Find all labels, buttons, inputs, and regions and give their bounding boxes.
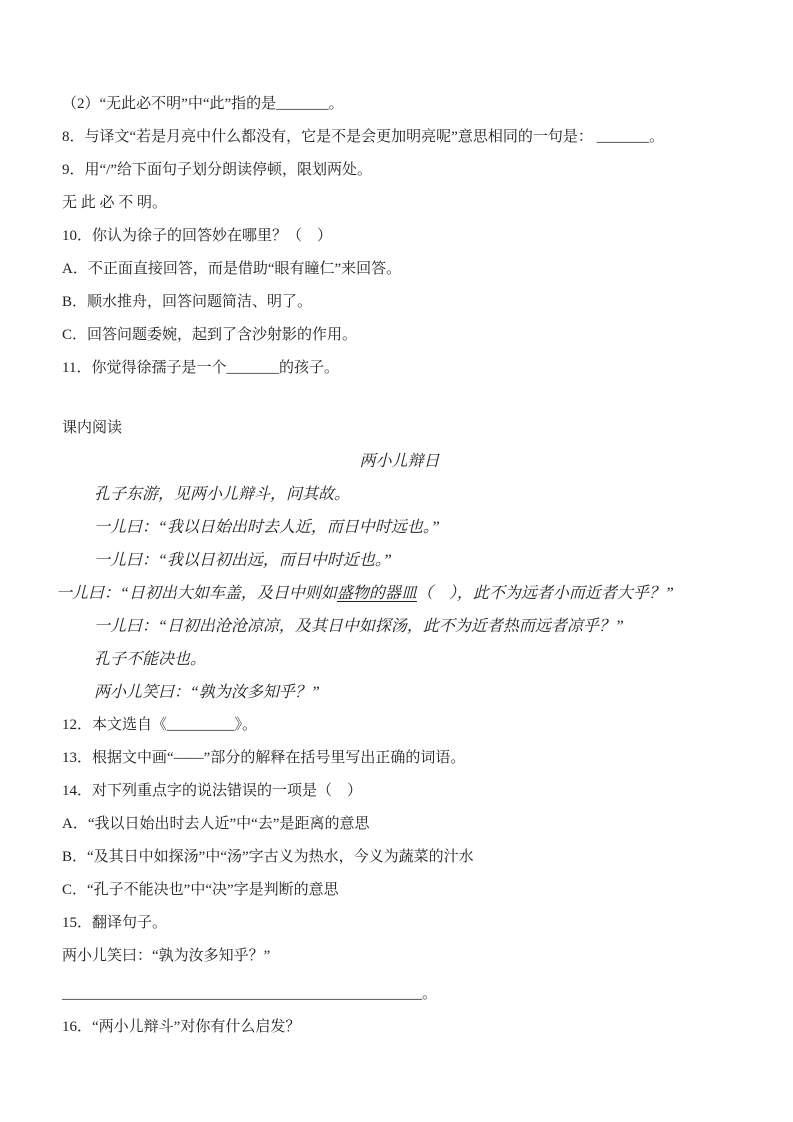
passage-line-4 bbox=[56, 577, 737, 610]
passage-line-5: 一儿曰：“日初出沧沧凉凉，及其日中如探汤，此不为近者热而远者凉乎？” bbox=[94, 618, 624, 635]
question-13: 13．根据文中画“——”部分的解释在括号里写出正确的词语。 bbox=[62, 750, 466, 766]
question-10: 10．你认为徐子的回答妙在哪里？（ ） bbox=[62, 228, 333, 244]
passage-line-6: 孔子不能决也。 bbox=[94, 651, 207, 668]
question-15: 15．翻译句子。 bbox=[62, 915, 168, 931]
question-15-answer-blank: ________________________________________________。 bbox=[62, 986, 438, 1002]
question-10-option-b: B．顺水推舟，回答问题简洁、明了。 bbox=[62, 294, 313, 310]
question-8: 8．与译文“若是月亮中什么都没有，它是不是会更加明亮呢”意思相同的一句是： _______。 bbox=[62, 129, 665, 145]
question-9: 9．用“/”给下面句子划分朗读停顿，限划两处。 bbox=[62, 162, 372, 178]
passage-line-4-underlined-term: 盛物的器皿 bbox=[336, 585, 417, 602]
passage-line-3: 一儿曰：“我以日初出远，而日中时近也。” bbox=[94, 552, 392, 569]
question-10-option-a: A．不正面直接回答，而是借助“眼有瞳仁”来回答。 bbox=[62, 261, 402, 277]
question-11: 11．你觉得徐孺子是一个_______的孩子。 bbox=[62, 360, 339, 376]
passage-title: 两小儿辩日 bbox=[359, 453, 440, 470]
question-14: 14．对下列重点字的说法错误的一项是（ ） bbox=[62, 783, 363, 799]
question-7-sub2: （2）“无此必不明”中“此”指的是_______。 bbox=[62, 96, 344, 112]
question-9-target-sentence: 无 此 必 不 明。 bbox=[62, 195, 168, 211]
question-14-option-b: B．“及其日中如探汤”中“汤”字古义为热水，今义为蔬菜的汁水 bbox=[62, 849, 474, 865]
question-16: 16．“两小儿辩斗”对你有什么启发？ bbox=[62, 1019, 301, 1035]
question-14-option-c: C．“孔子不能决也”中“决”字是判断的意思 bbox=[62, 882, 339, 898]
section-heading: 课内阅读 bbox=[62, 420, 123, 436]
passage-line-4-before: 一儿曰：“日初出大如车盖，及日中则如 bbox=[56, 585, 337, 602]
question-14-option-a: A．“我以日始出时去人近”中“去”是距离的意思 bbox=[62, 816, 370, 832]
passage-line-4-after: （ ），此不为远者小而近者大乎？” bbox=[416, 585, 674, 602]
question-10-option-c: C．回答问题委婉，起到了含沙射影的作用。 bbox=[62, 327, 358, 343]
passage-line-1: 孔子东游，见两小儿辩斗，问其故。 bbox=[94, 486, 351, 503]
question-15-sentence: 两小儿笑曰：“孰为汝多知乎？” bbox=[62, 948, 271, 964]
question-12: 12．本文选自《_________》。 bbox=[62, 717, 258, 733]
passage-line-7: 两小儿笑曰：“孰为汝多知乎？” bbox=[94, 684, 320, 701]
passage-line-2: 一儿曰：“我以日始出时去人近，而日中时远也。” bbox=[94, 519, 440, 536]
